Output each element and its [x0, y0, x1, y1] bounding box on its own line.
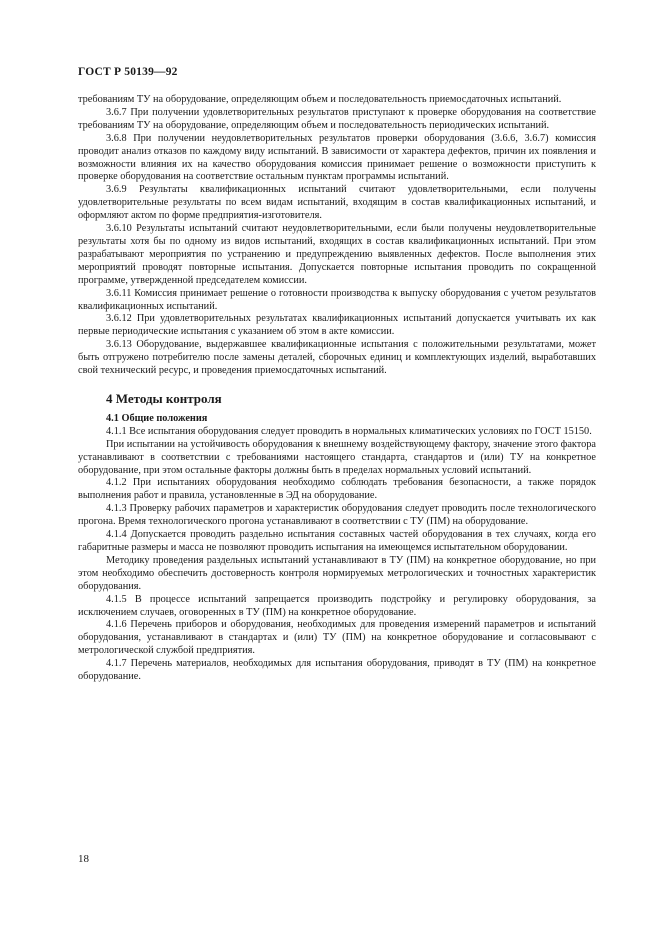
paragraph-4-1-3: 4.1.3 Проверку рабочих параметров и характеристик оборудования следует проводить после технологического прогона. Время технологического прогона устанавливают в соответствии с ТУ (ПМ) на оборудование.	[78, 503, 596, 528]
paragraph-3-6-11: 3.6.11 Комиссия принимает решение о готовности производства к выпуску оборудования с учетом результатов квалификационных испытаний.	[78, 287, 596, 312]
paragraph-3-6-8: 3.6.8 При получении неудовлетворительных результатов проверки оборудования (3.6.6, 3.6.7) комиссия проводит анализ отказов по каждому виду испытаний. В зависимости от характера дефектов, причин их появления и возможности влияния их на качество оборудования комиссия принимает решение о возможности приступить к проверке оборудования на соответствие остальным пунктам программы испытаний.	[78, 132, 596, 183]
paragraph-4-1-6: 4.1.6 Перечень приборов и оборудования, необходимых для проведения измерений параметров и испытаний оборудования, устанавливают в стандартах и (или) ТУ (ПМ) на конкретное оборудование и согласовывают с метрологической службой предприятия.	[78, 619, 596, 657]
section-heading: 4 Методы контроля	[106, 390, 222, 406]
paragraph-3-6-7: 3.6.7 При получении удовлетворительных результатов приступают к проверке оборудования на соответствие требованиям ТУ на оборудование, определяющим объем и последовательность периодических испытаний.	[78, 106, 596, 131]
paragraph: требованиям ТУ на оборудование, определяющим объем и последовательность приемосдаточных испытаний.	[78, 94, 562, 105]
document-body	[78, 94, 596, 684]
paragraph-3-6-12: 3.6.12 При удовлетворительных результатах квалификационных испытаний допускается учитывать их как первые периодические испытания с указанием об этом в акте комиссии.	[78, 313, 596, 338]
paragraph-4-1-7: 4.1.7 Перечень материалов, необходимых для испытания оборудования, приводят в ТУ (ПМ) на конкретное оборудование.	[78, 658, 596, 683]
standard-header: ГОСТ Р 50139—92	[78, 66, 178, 78]
paragraph-3-6-13: 3.6.13 Оборудование, выдержавшее квалификационные испытания с положительными результатами, может быть отгружено потребителю после замены деталей, сборочных единиц и комплектующих изделий, выработавших свой технический ресурс, и проведения приемосдаточных испытаний.	[78, 339, 596, 377]
paragraph-3-6-9: 3.6.9 Результаты квалификационных испытаний считают удовлетворительными, если получены удовлетворительные результаты по всем видам испытаний, входящим в состав квалификационных испытаний, и оформляют актом по форме предприятия-изготовителя.	[78, 184, 596, 222]
paragraph-4-1-1: 4.1.1 Все испытания оборудования следует проводить в нормальных климатических условиях по ГОСТ 15150.	[106, 425, 592, 437]
paragraph-4-1-4: 4.1.4 Допускается проводить раздельно испытания составных частей оборудования в тех случаях, когда его габаритные размеры и масса не позволяют проводить испытания на имеющемся испытательном оборудовании.	[78, 529, 596, 553]
paragraph: Методику проведения раздельных испытаний устанавливают в ТУ (ПМ) на конкретное оборудование, но при этом необходимо обеспечить достоверность контроля нормируемых метрологических и точностных характеристик оборудования.	[78, 554, 596, 592]
paragraph-3-6-10: 3.6.10 Результаты испытаний считают неудовлетворительными, если были получены неудовлетворительные результаты хотя бы по одному из видов испытаний, входящих в состав квалификационных испытаний. При этом разрабатывают мероприятия по устранению и предупреждению выявленных дефектов. После выполнения этих мероприятий проводят повторные испытания. Допускается повторные испытания проводить по сокращенной программе, утвержденной председателем комиссии.	[78, 223, 596, 286]
subsection-heading: 4.1 Общие положения	[106, 412, 208, 424]
paragraph: При испытании на устойчивость оборудования к внешнему воздействующему фактору, значение этого фактора устанавливают в соответствии с требованиями настоящего стандарта, стандартов и (или) ТУ на конкретное оборудование, при этом остальные факторы должны быть в пределах нормальных условий испытаний.	[78, 438, 596, 476]
page-number: 18	[78, 853, 89, 865]
paragraph-4-1-5: 4.1.5 В процессе испытаний запрещается производить подстройку и регулировку оборудования, за исключением случаев, оговоренных в ТУ (ПМ) на конкретное оборудование.	[78, 593, 596, 618]
paragraph-4-1-2: 4.1.2 При испытаниях оборудования необходимо соблюдать требования безопасности, а также порядок выполнения работ и правила, установленные в ЭД на оборудование.	[78, 477, 596, 502]
